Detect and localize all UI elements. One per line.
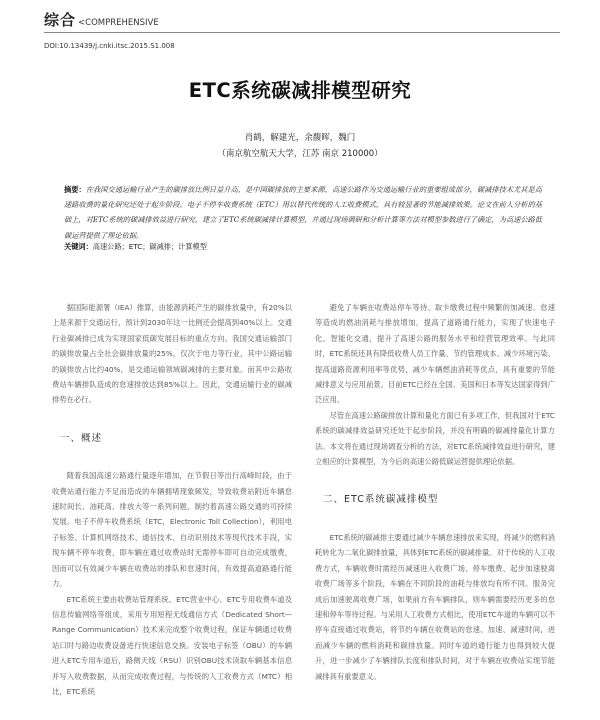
article-authors: 肖鹤，解建光，余馥晖，魏门 xyxy=(244,133,356,143)
article-affiliation: （南京航空航天大学，江苏 南京 210000） xyxy=(217,149,383,159)
section-label: 综合 xyxy=(44,11,77,29)
model-paragraph: ETC系统的碳减排主要通过减少车辆怠速排放来实现，将减少的燃料消耗转化为二氧化碳排放量，具体到ETC系统的碳减排量。对于传统的人工收费方式，车辆收费时需经历减速进入收费广场、停车缴费、起步加速驶离收费广场等多个阶段，车辆在不同阶段的油耗与排放均有所不同。服务完成后加速驶离收费广场，如果前方有车辆排队，则车辆需要经历更多的怠速和停车等待过程。与采用人工收费方式相比，使用ETC车道的车辆可以不停车直接通过收费站，将节约车辆在收费站的怠速、加速、减速时间，进而减少车辆的燃料消耗和碳排放量。同时车道的通行能力也得到较大提升，进一步减少了车辆排队长度和排队时间，对于车辆在收费站实现节能减排具有重要意义。 xyxy=(315,532,555,681)
doi: DOI:10.13439/j.cnki.itsc.2015.S1.008 xyxy=(44,42,175,50)
keywords-text: 高速公路；ETC；碳减排；计算模型 xyxy=(92,242,207,251)
keywords-label: 关键词： xyxy=(64,242,93,251)
section-heading-model: 二、ETC系统碳减排模型 xyxy=(323,494,439,506)
abstract-label: 摘要： xyxy=(64,185,86,194)
keywords xyxy=(64,242,542,252)
intro-paragraph: 据国际能源署（IEA）推算，由能源消耗产生的碳排放量中，有20%以上是来源于交通运行，预计到2030年这一比例还会提高到40%以上。交通行业碳减排已成为实现国家低碳发展目标的重点方向。我国交通运输部门的碳排放量占全社会碳排放量的25%，仅次于电力等行业，其中公路运输的碳排放占比约40%，是交通运输领域碳减排的主要对象。而其中公路收费站车辆排队造成的怠速排放达到85%以上。因此，交通运输行业的碳减排势在必行。 xyxy=(52,303,292,405)
right-paragraph-1: 避免了车辆在收费站停车等待、取卡缴费过程中频繁的加减速、怠速等造成的燃油消耗与排放增加，提高了道路通行能力，实现了快速电子化、智能化交通，提升了高速公路的服务水平和经营管理效率。与此同时，ETC系统还具有降低收费人员工作量、节约管理成本、减少环境污染、提高道路资源利用率等优势，减少车辆燃油消耗等优点，具有重要的节能减排意义与应用前景。目前ETC已经在全国、美国和日本等发达国家得到广泛应用。 xyxy=(315,303,555,405)
overview-paragraph-2: ETC系统主要由收费站管理系统、ETC营业中心、ETC专用收费车道及信息传输网络等组成，采用专用短程无线通信方式（Dedicated Short—Range Communication）技术来完成整个收费过程，保证车辆通过收费站口时与路边收费设备进行快速信息交换。安装电子标签（OBU）的车辆进入ETC专用车道后，路侧天线（RSU）识别OBU技术读取车辆基本信息并写入收费数据，从而完成收费过程，与传统的人工收费方式（MTC）相比，ETC系统 xyxy=(52,594,292,696)
right-paragraph-2: 尽管在高速公路碳排放计算和量化方面已有多项工作，但我国对于ETC系统的碳减排效益研究还处于起步阶段，并没有明确的碳减排量化计算方法。本文将在通过现场调查分析的方法，对ETC系统减排效益进行研究，建立相应的计算模型，为今后的高速公路低碳运营提供理论依据。 xyxy=(315,410,555,467)
section-label-english: <COMPREHENSIVE xyxy=(78,18,159,28)
overview-paragraph-1: 随着我国高速公路通行量逐年增加，在节假日等出行高峰时段，由于收费站通行能力不足而造成的车辆拥堵现象频发，导致收费站附近车辆怠速时间长、油耗高、排放大等一系列问题，制约着高速公路交通的可持续发展。电子不停车收费系统（ETC，Electronic Toll Collection），利用电子标签、计算机网络技术、通信技术、自动识别技术等现代技术手段，实现车辆不停车收费，即车辆在通过收费站时无需停车即可自动完成缴费，因而可以有效减少车辆在收费站的排队和怠速时间，有效提高道路通行能力。 xyxy=(52,471,292,589)
running-header xyxy=(44,10,159,30)
header-rule xyxy=(44,32,560,33)
abstract xyxy=(64,182,542,243)
article-title: ETC系统碳减排模型研究 xyxy=(188,79,412,102)
right-column xyxy=(315,300,555,684)
left-column xyxy=(52,300,292,699)
section-heading-overview: 一、概述 xyxy=(60,432,103,444)
abstract-text: 在我国交通运输行业产生的碳排放比例日益升高，是中国碳排放的主要来源，高速公路作为交通运输行业的重要组成部分，碳减排技术尤其是高速路收费的量化研究还处于起步阶段。电子不停车收费系统（ETC）用以替代传统的人工收费模式，具有较显著的节能减排效果。论文在前人分析的基础上，对ETC系统的碳减排效益进行研究，建立了ETC系统碳减排计算模型，并通过现场调研和分析计算等方法对模型参数进行了确定，为高速公路低碳运营提供了理论依据。 xyxy=(64,185,542,240)
